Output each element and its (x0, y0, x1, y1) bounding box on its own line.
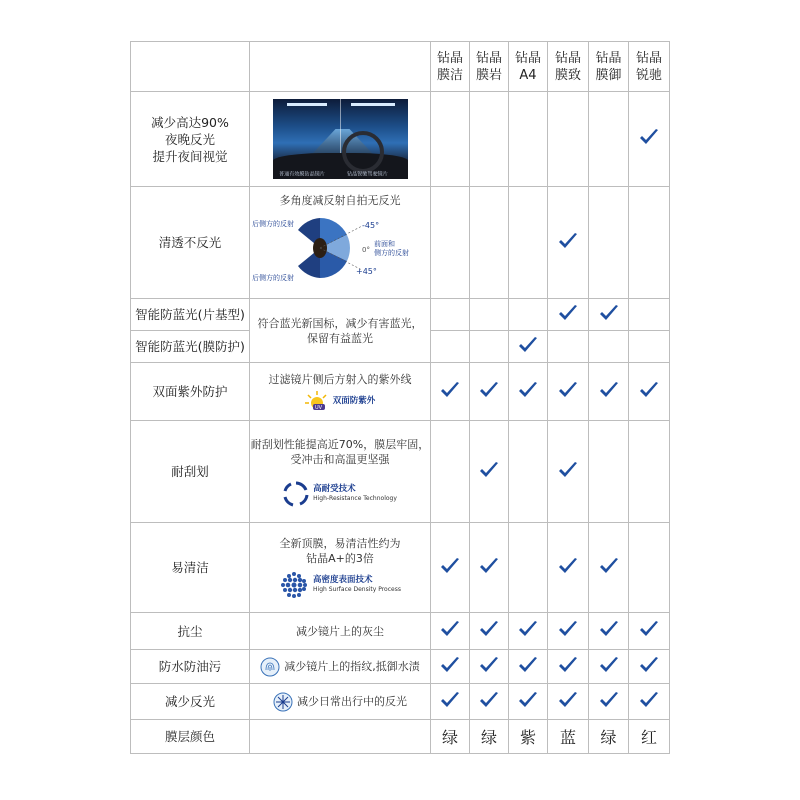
diagram-label-back-top: 后侧方的反射 (252, 220, 294, 228)
checkmark-icon (439, 690, 461, 710)
resist-badge-label: 高耐受技术 High-Resistance Technology (313, 483, 397, 502)
feature-label: 减少高达90% 夜晚反光 提升夜间视觉 (131, 92, 250, 187)
product-check-cell (548, 613, 589, 650)
starburst-icon (273, 692, 293, 712)
night-driving-photo (273, 99, 408, 179)
product-check-cell (431, 613, 470, 650)
product-check-cell (509, 331, 548, 363)
product-check-cell (629, 650, 670, 684)
product-header: 钻晶 膜洁 (431, 42, 470, 92)
feature-label: 耐刮划 (131, 421, 250, 523)
product-header: 钻晶 膜岩 (470, 42, 509, 92)
product-check-cell (629, 331, 670, 363)
product-check-cell (589, 299, 629, 331)
product-check-cell (470, 421, 509, 523)
product-check-cell (589, 363, 629, 421)
product-check-cell (629, 421, 670, 523)
product-check-cell (431, 299, 470, 331)
coating-color: 红 (629, 720, 670, 754)
product-check-cell (548, 650, 589, 684)
checkmark-icon (439, 380, 461, 400)
checkmark-icon (598, 619, 620, 639)
product-check-cell (470, 650, 509, 684)
header-empty-desc (250, 42, 431, 92)
shield-ring-icon (283, 481, 309, 507)
density-badge-label: 高密度表面技术 High Surface Density Process (313, 574, 401, 593)
feature-description: 过滤镜片侧后方射入的紫外线 (268, 373, 412, 386)
product-check-cell (548, 187, 589, 299)
product-check-cell (589, 92, 629, 187)
color-desc-empty (250, 720, 431, 754)
product-check-cell (629, 363, 670, 421)
checkmark-icon (478, 460, 500, 480)
density-badge-sub: High Surface Density Process (313, 585, 401, 593)
dot-sphere-icon (279, 570, 309, 600)
product-header: 钻晶 膜御 (589, 42, 629, 92)
product-check-cell (629, 299, 670, 331)
checkmark-icon (598, 655, 620, 675)
product-check-cell (431, 421, 470, 523)
comparison-table (130, 41, 670, 754)
row-blue1 (131, 299, 670, 331)
product-check-cell (470, 363, 509, 421)
checkmark-icon (598, 303, 620, 323)
product-check-cell (629, 92, 670, 187)
checkmark-icon (598, 380, 620, 400)
product-check-cell (431, 650, 470, 684)
header-row (131, 42, 670, 92)
product-check-cell (548, 523, 589, 613)
checkmark-icon (557, 619, 579, 639)
night-photo-cell (250, 92, 431, 187)
product-check-cell (548, 331, 589, 363)
product-check-cell (548, 684, 589, 720)
checkmark-icon (439, 619, 461, 639)
uv-badge-label: 双面防紫外 (332, 396, 376, 406)
feature-description: 多角度减反射自拍无反光 (279, 194, 401, 207)
product-check-cell (509, 523, 548, 613)
product-check-cell (431, 92, 470, 187)
product-check-cell (509, 299, 548, 331)
product-header: 钻晶 锐驰 (629, 42, 670, 92)
product-check-cell (629, 684, 670, 720)
product-check-cell (629, 613, 670, 650)
diagram-label-front-1: 前面和 (374, 240, 395, 248)
checkmark-icon (439, 556, 461, 576)
row-scratch (131, 421, 670, 523)
product-check-cell (589, 684, 629, 720)
checkmark-icon (638, 655, 660, 675)
product-check-cell (589, 613, 629, 650)
checkmark-icon (557, 380, 579, 400)
product-check-cell (629, 523, 670, 613)
feature-description: 减少镜片上的灰尘 (250, 613, 431, 650)
checkmark-icon (478, 380, 500, 400)
feature-description: 耐刮划性能提高近70%，膜层牢固， (250, 437, 430, 451)
reflection-angle-diagram (250, 208, 430, 288)
feature-description: 减少日常出行中的反光 (297, 695, 407, 708)
diagram-angle-zero: 0° (362, 246, 370, 254)
checkmark-icon (478, 556, 500, 576)
reflect-desc-cell (250, 684, 431, 720)
checkmark-icon (598, 690, 620, 710)
checkmark-icon (517, 380, 539, 400)
feature-label: 防水防油污 (131, 650, 250, 684)
coating-color: 紫 (509, 720, 548, 754)
product-check-cell (509, 92, 548, 187)
product-check-cell (509, 613, 548, 650)
product-check-cell (548, 92, 589, 187)
product-check-cell (431, 684, 470, 720)
product-check-cell (470, 523, 509, 613)
checkmark-icon (557, 231, 579, 251)
row-clear (131, 187, 670, 299)
blue-desc-cell (250, 299, 431, 363)
checkmark-icon (638, 127, 660, 147)
checkmark-icon (478, 655, 500, 675)
feature-label: 清透不反光 (131, 187, 250, 299)
feature-label: 膜层颜色 (131, 720, 250, 754)
feature-description: 保留有益蓝光 (307, 331, 373, 345)
feature-description: 符合蓝光新国标，减少有害蓝光， (257, 316, 423, 330)
product-check-cell (509, 363, 548, 421)
product-check-cell (509, 684, 548, 720)
row-water (131, 650, 670, 684)
feature-label: 易清洁 (131, 523, 250, 613)
coating-color: 绿 (431, 720, 470, 754)
row-night (131, 92, 670, 187)
feature-description: 受冲击和高温更坚强 (290, 452, 390, 466)
row-uv (131, 363, 670, 421)
feature-description: 钻晶A+的3倍 (306, 551, 374, 565)
uv-icon-text: UV (314, 405, 322, 411)
water-desc-cell (250, 650, 431, 684)
diagram-angle-minus: -45° (362, 221, 380, 230)
checkmark-icon (478, 690, 500, 710)
checkmark-icon (557, 303, 579, 323)
checkmark-icon (638, 380, 660, 400)
checkmark-icon (557, 460, 579, 480)
photo-caption-right: 钻晶锐驰驾驶镜片 (346, 171, 388, 177)
checkmark-icon (557, 556, 579, 576)
product-header: 钻晶 A4 (509, 42, 548, 92)
product-check-cell (589, 650, 629, 684)
checkmark-icon (557, 655, 579, 675)
product-check-cell (431, 331, 470, 363)
sun-uv-icon (305, 391, 329, 411)
product-check-cell (589, 421, 629, 523)
feature-label: 双面紫外防护 (131, 363, 250, 421)
coating-color: 蓝 (548, 720, 589, 754)
feature-label: 智能防蓝光(膜防护) (131, 331, 250, 363)
feature-label: 智能防蓝光(片基型) (131, 299, 250, 331)
product-check-cell (589, 187, 629, 299)
row-reflect (131, 684, 670, 720)
product-check-cell (431, 363, 470, 421)
diagram-label-front-2: 侧方的反射 (374, 249, 409, 257)
product-check-cell (509, 650, 548, 684)
coating-color: 绿 (589, 720, 629, 754)
row-easy (131, 523, 670, 613)
product-check-cell (589, 331, 629, 363)
product-check-cell (470, 92, 509, 187)
product-check-cell (589, 523, 629, 613)
clear-desc-cell (250, 187, 431, 299)
checkmark-icon (439, 655, 461, 675)
row-dust (131, 613, 670, 650)
product-check-cell (431, 187, 470, 299)
easy-desc-cell (250, 523, 431, 613)
diagram-angle-plus: +45° (356, 267, 377, 276)
checkmark-icon (598, 556, 620, 576)
feature-label: 抗尘 (131, 613, 250, 650)
product-check-cell (548, 363, 589, 421)
checkmark-icon (638, 690, 660, 710)
product-header: 钻晶 膜致 (548, 42, 589, 92)
checkmark-icon (517, 335, 539, 355)
checkmark-icon (517, 619, 539, 639)
product-check-cell (470, 613, 509, 650)
feature-label: 减少反光 (131, 684, 250, 720)
product-check-cell (548, 421, 589, 523)
product-check-cell (470, 299, 509, 331)
product-check-cell (431, 523, 470, 613)
fingerprint-drop-icon (260, 657, 280, 677)
product-check-cell (470, 684, 509, 720)
product-check-cell (629, 187, 670, 299)
product-check-cell (509, 421, 548, 523)
product-check-cell (470, 331, 509, 363)
checkmark-icon (517, 655, 539, 675)
feature-description: 减少镜片上的指纹,抵御水渍 (284, 660, 420, 673)
product-check-cell (509, 187, 548, 299)
feature-description: 全新顶膜，易清洁性约为 (279, 536, 401, 550)
checkmark-icon (557, 690, 579, 710)
uv-desc-cell (250, 363, 431, 421)
checkmark-icon (638, 619, 660, 639)
scratch-desc-cell (250, 421, 431, 523)
coating-color: 绿 (470, 720, 509, 754)
checkmark-icon (517, 690, 539, 710)
diagram-label-back-bottom: 后侧方的反射 (252, 274, 294, 282)
header-empty-feature (131, 42, 250, 92)
row-color (131, 720, 670, 754)
photo-caption-left: 普通有效膜钻晶镜片 (278, 171, 325, 177)
checkmark-icon (478, 619, 500, 639)
product-check-cell (548, 299, 589, 331)
resist-badge-sub: High-Resistance Technology (313, 494, 397, 502)
product-check-cell (470, 187, 509, 299)
